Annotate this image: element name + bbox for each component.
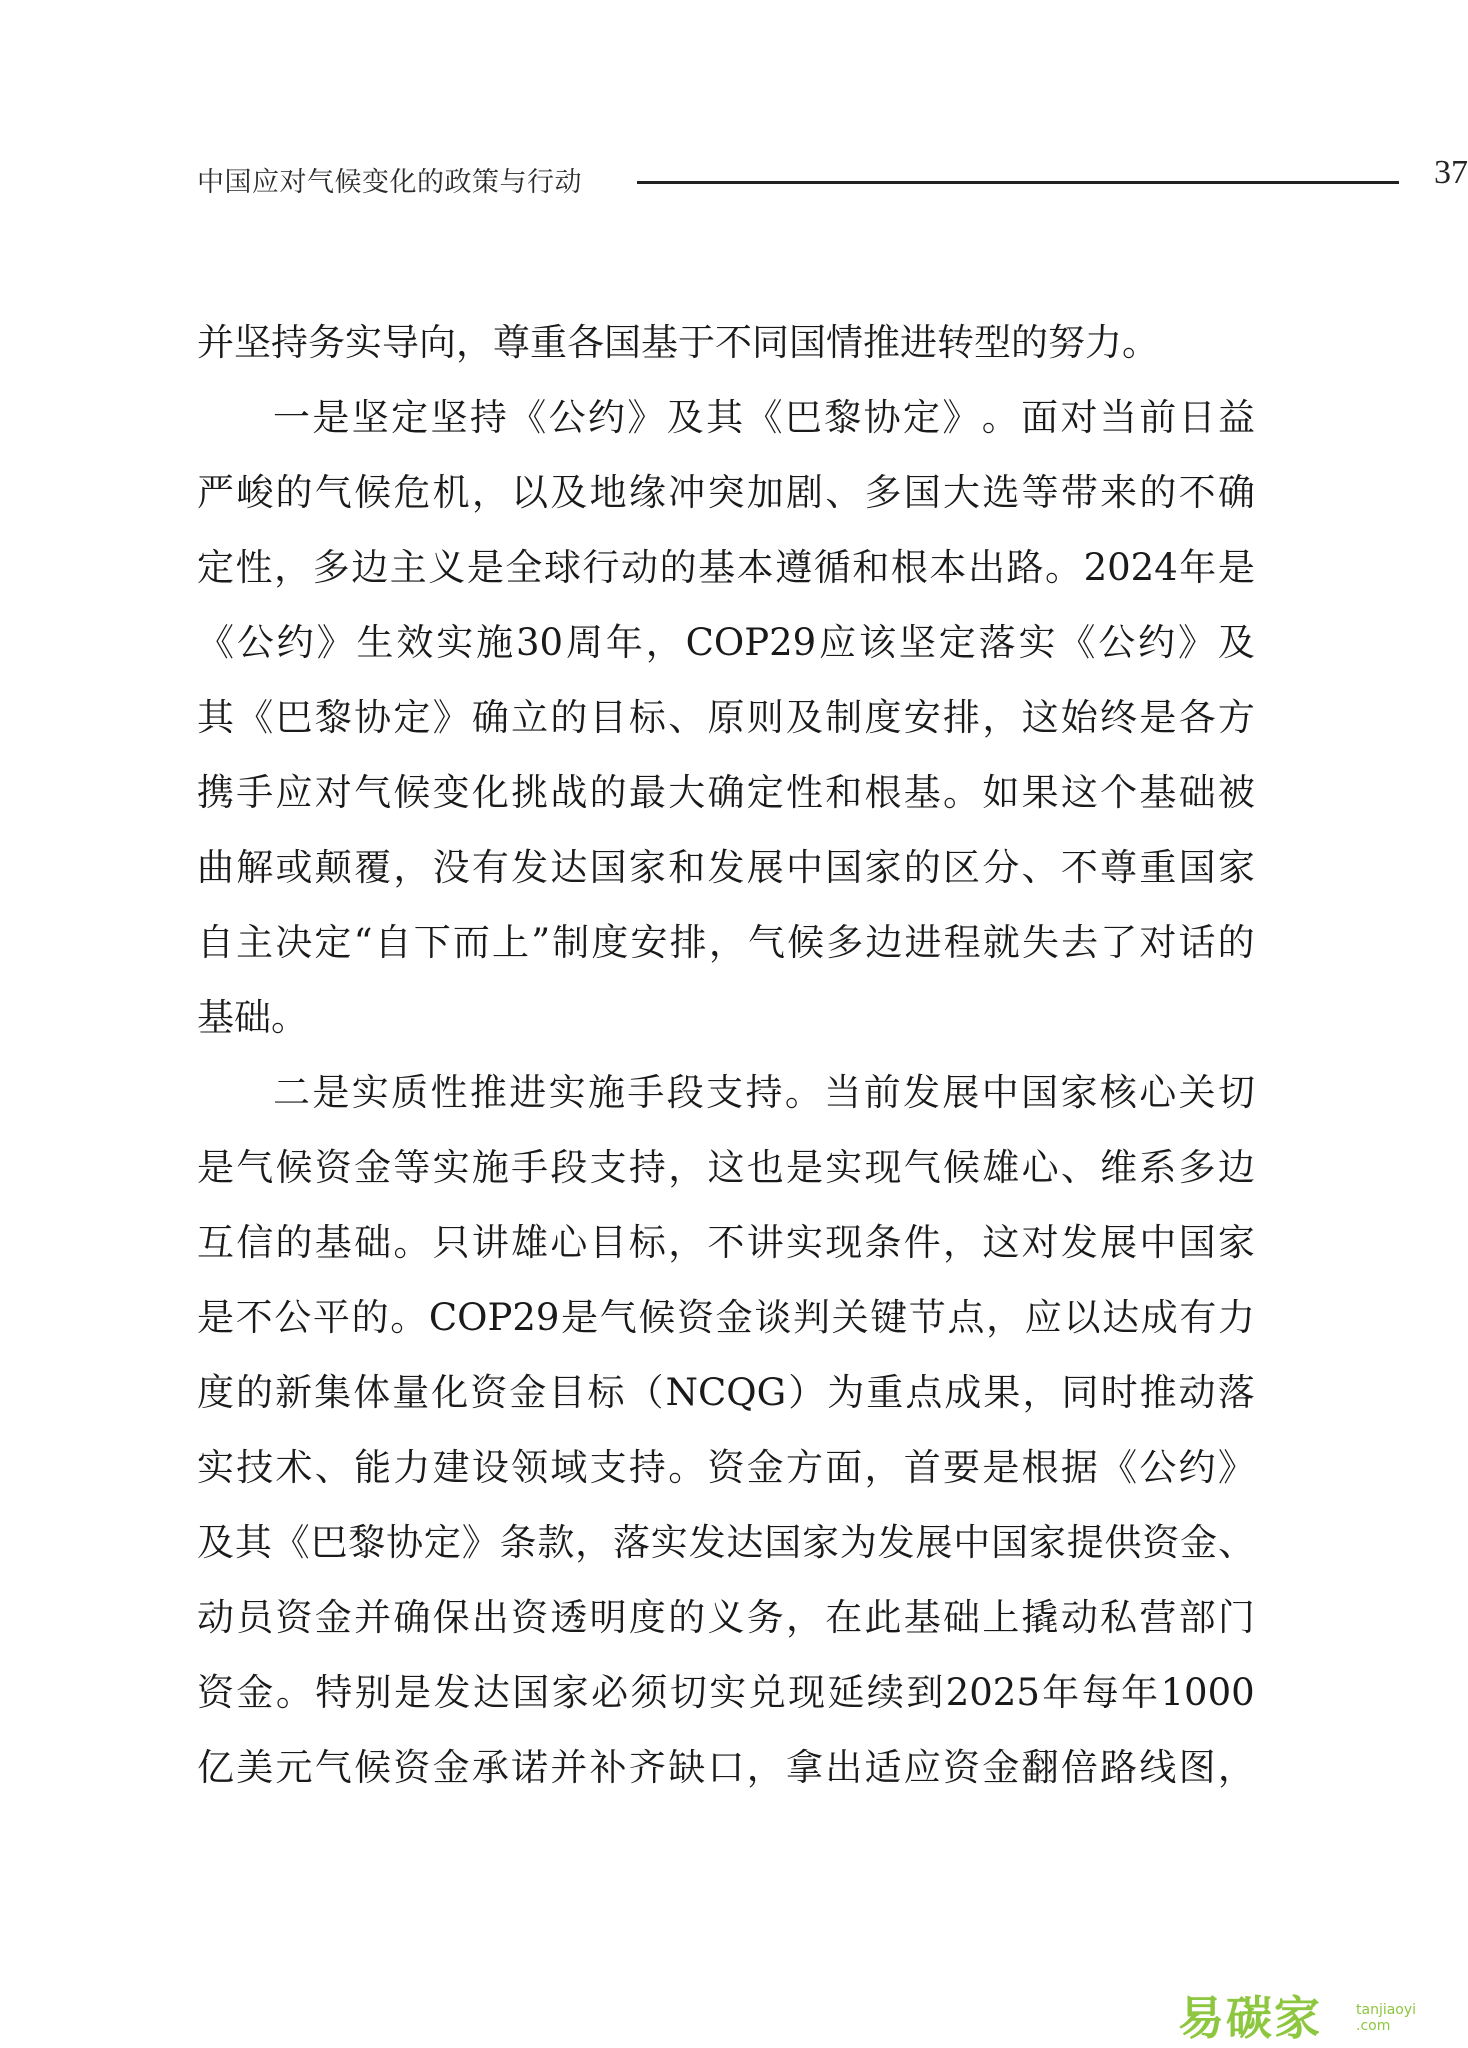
running-header bbox=[197, 154, 1468, 204]
text-line: 是 不 公 平 的 。 COP29 是 气 候 资 金 谈 判 关 键 节 点 ， 应 以 达 成 有 力 bbox=[197, 1296, 1255, 1339]
text-line: 《 公 约 》 生 效 实 施 30 周 年 ， COP29 应 该 坚 定 落 实 《 公 约 》 及 bbox=[197, 621, 1255, 664]
page-number: 37 bbox=[1434, 154, 1468, 191]
paragraph bbox=[197, 1055, 1255, 1805]
text-line: 定 性 ， 多 边 主 义 是 全 球 行 动 的 基 本 遵 循 和 根 本 出 路 。 2024 年 是 bbox=[197, 546, 1255, 589]
text-line: 其 《 巴 黎 协 定 》 确 立 的 目 标 、 原 则 及 制 度 安 排 ， 这 始 终 是 各 方 bbox=[197, 696, 1255, 739]
text-line: 互 信 的 基 础 。 只 讲 雄 心 目 标 ， 不 讲 实 现 条 件 ， 这 对 发 展 中 国 家 bbox=[197, 1221, 1255, 1264]
text-line: 自 主 决 定 “ 自 下 而 上 ” 制 度 安 排 ， 气 候 多 边 进 程 就 失 去 了 对 话 的 bbox=[197, 921, 1255, 964]
header-title: 中国应对气候变化的政策与行动 bbox=[197, 167, 582, 198]
watermark bbox=[1178, 1982, 1448, 2045]
watermark-brand: 易碳家 bbox=[1178, 1991, 1322, 2045]
paragraph bbox=[197, 380, 1255, 1055]
text-line: 是 气 候 资 金 等 实 施 手 段 支 持 ， 这 也 是 实 现 气 候 雄 心 、 维 系 多 边 bbox=[197, 1146, 1255, 1189]
body-text bbox=[197, 305, 1255, 1805]
text-line: 及 其 《 巴 黎 协 定 》 条 款 ， 落 实 发 达 国 家 为 发 展 中 国 家 提 供 资 金 、 bbox=[197, 1521, 1255, 1564]
text-line: 一 是 坚 定 坚 持 《 公 约 》 及 其 《 巴 黎 协 定 》 。 面 对 当 前 日 益 bbox=[273, 396, 1255, 439]
text-line: 实 技 术 、 能 力 建 设 领 域 支 持 。 资 金 方 面 ， 首 要 是 根 据 《 公 约 》 bbox=[197, 1446, 1255, 1489]
text-line: 资 金 。 特 别 是 发 达 国 家 必 须 切 实 兑 现 延 续 到 2025 年 每 年 1000 bbox=[197, 1671, 1255, 1714]
text-line: 并坚持务实导向，尊重各国基于不同国情推进转型的努力。 bbox=[197, 321, 1159, 364]
text-line: 基础。 bbox=[197, 996, 308, 1039]
text-line: 动 员 资 金 并 确 保 出 资 透 明 度 的 义 务 ， 在 此 基 础 上 撬 动 私 营 部 门 bbox=[197, 1596, 1255, 1639]
text-line: 携 手 应 对 气 候 变 化 挑 战 的 最 大 确 定 性 和 根 基 。 如 果 这 个 基 础 被 bbox=[197, 771, 1255, 814]
paragraph bbox=[197, 305, 1255, 380]
text-line: 二 是 实 质 性 推 进 实 施 手 段 支 持 。 当 前 发 展 中 国 家 核 心 关 切 bbox=[273, 1071, 1255, 1114]
watermark-domain: tanjiaoyi .com bbox=[1356, 2002, 1417, 2034]
text-line: 曲 解 或 颠 覆 ， 没 有 发 达 国 家 和 发 展 中 国 家 的 区 分 、 不 尊 重 国 家 bbox=[197, 846, 1255, 889]
text-line: 亿 美 元 气 候 资 金 承 诺 并 补 齐 缺 口 ， 拿 出 适 应 资 金 翻 倍 路 线 图 ， bbox=[197, 1746, 1255, 1789]
text-line: 严 峻 的 气 候 危 机 ， 以 及 地 缘 冲 突 加 剧 、 多 国 大 选 等 带 来 的 不 确 bbox=[197, 471, 1255, 514]
header-rule bbox=[637, 181, 1399, 184]
text-line: 度 的 新 集 体 量 化 资 金 目 标 （ NCQG ） 为 重 点 成 果 ， 同 时 推 动 落 bbox=[197, 1371, 1255, 1414]
